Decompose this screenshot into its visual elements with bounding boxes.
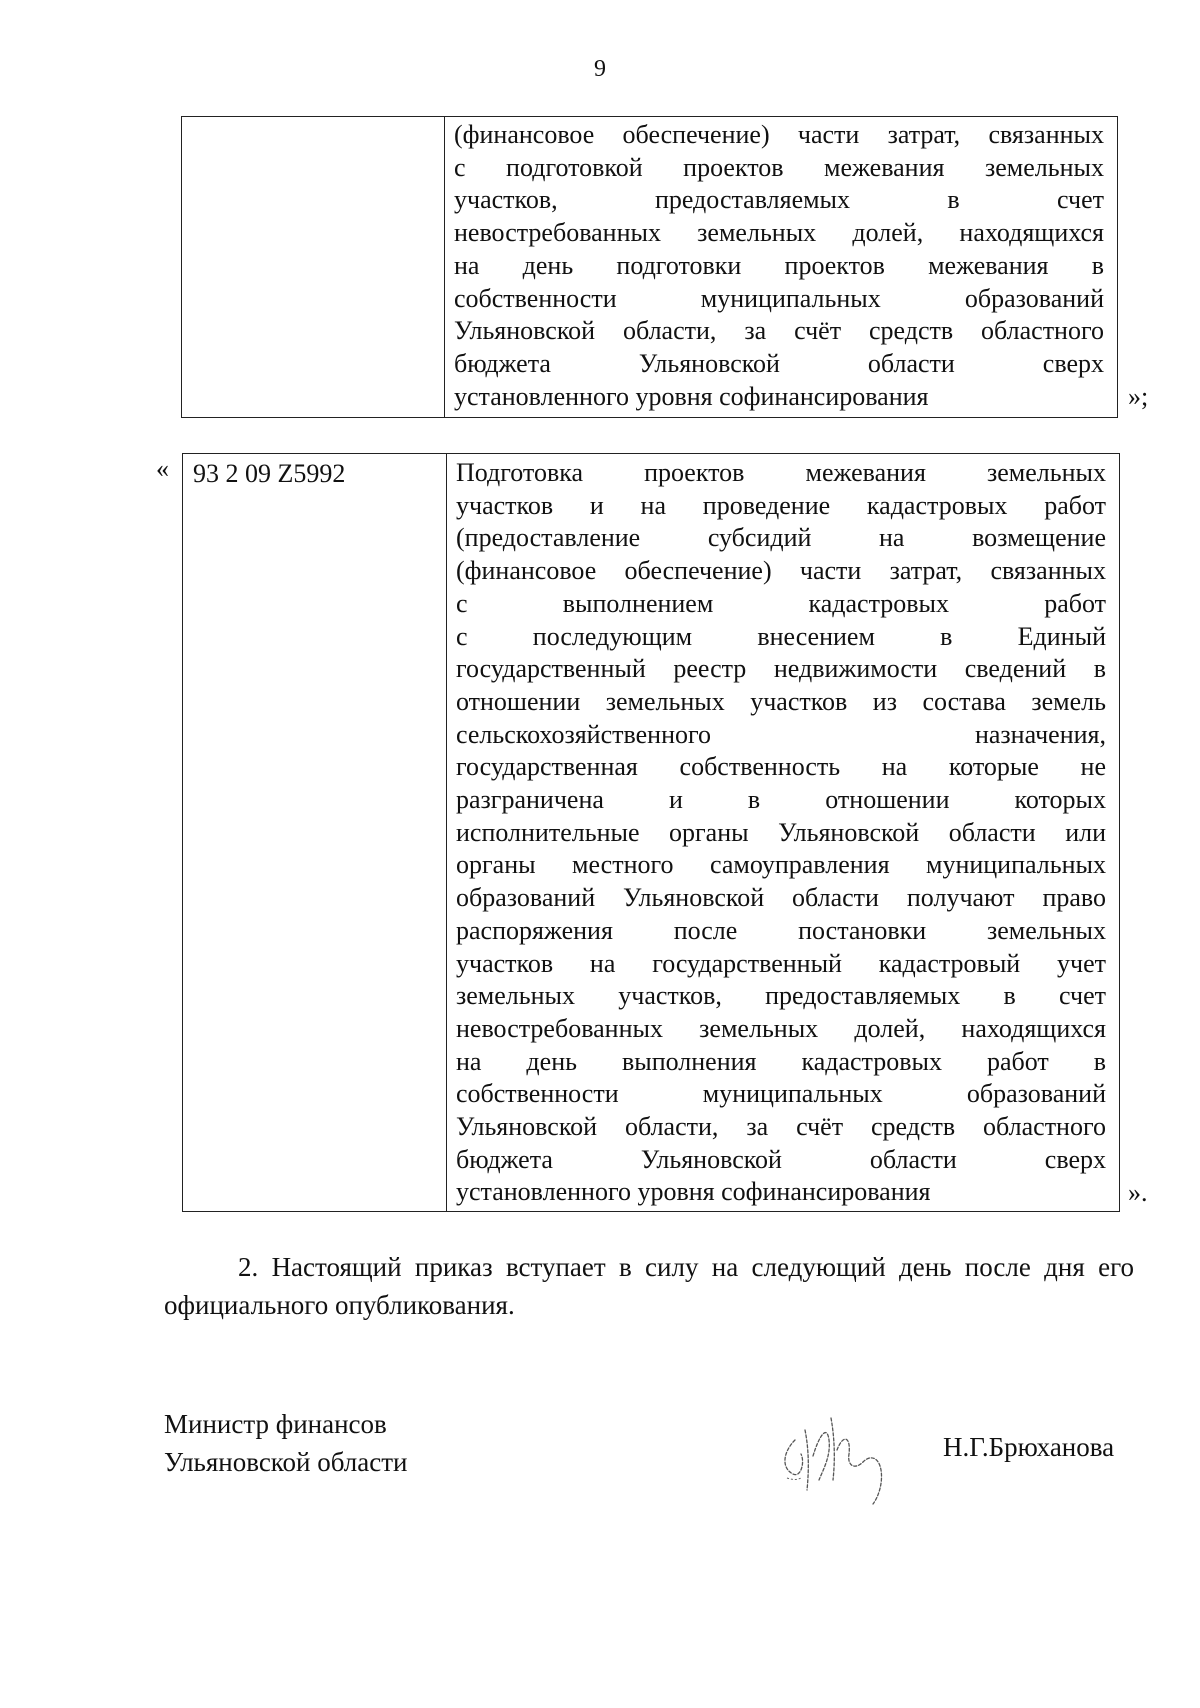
description-line: невостребованных земельных долей, находящихся: [454, 218, 1104, 248]
description-line: отношении земельных участков из состава земель: [456, 686, 1106, 716]
table-description-cell: [445, 117, 1114, 417]
table-code-cell: 93 2 09 Z5992: [183, 454, 447, 1211]
description-line: сельскохозяйственного назначения,: [456, 719, 1106, 749]
table-description-cell: [447, 454, 1116, 1211]
page-number: 9: [594, 56, 606, 82]
effective-date-paragraph: [164, 1248, 1134, 1324]
description-line: государственный реестр недвижимости сведений в: [456, 654, 1106, 684]
description-line: с последующим внесением в Единый: [456, 621, 1106, 651]
description-line: на день выполнения кадастровых работ в: [456, 1046, 1106, 1076]
description-line: (предоставление субсидий на возмещение: [456, 523, 1106, 553]
description-line: на день подготовки проектов межевания в: [454, 250, 1104, 280]
description-line: с выполнением кадастровых работ: [456, 588, 1106, 618]
table-code-cell: [182, 117, 445, 417]
paragraph-line-1: 2. Настоящий приказ вступает в силу на следующий день после дня его: [238, 1252, 1134, 1282]
description-line: органы местного самоуправления муниципальных: [456, 850, 1106, 880]
description-line: участков и на проведение кадастровых работ: [456, 490, 1106, 520]
description-line: исполнительные органы Ульяновской области или: [456, 817, 1106, 847]
description-line: государственная собственность на которые не: [456, 752, 1106, 782]
budget-table-continuation: [181, 116, 1118, 418]
description-line: установленного уровня софинансирования: [456, 1177, 931, 1207]
opening-quote: «: [156, 454, 169, 483]
description-line: распоряжения после постановки земельных: [456, 915, 1106, 945]
budget-table-entry: [182, 453, 1120, 1212]
description-line: установленного уровня софинансирования: [454, 381, 929, 411]
description-line: разграничена и в отношении которых: [456, 785, 1106, 815]
description-line: с подготовкой проектов межевания земельных: [454, 152, 1104, 182]
description-line: Ульяновской области, за счёт средств областного: [454, 316, 1104, 346]
closing-quote-period: ».: [1128, 1178, 1148, 1207]
closing-quote-semicolon: »;: [1128, 382, 1149, 411]
description-line: собственности муниципальных образований: [454, 283, 1104, 313]
description-line: Ульяновской области, за счёт средств областного: [456, 1112, 1106, 1142]
handwritten-signature: [775, 1400, 905, 1510]
position-line-1: Министр финансов: [164, 1409, 387, 1439]
description-line: бюджета Ульяновской области сверх: [456, 1144, 1106, 1174]
description-line: (финансовое обеспечение) части затрат, связанных: [454, 120, 1104, 149]
signatory-name: Н.Г.Брюханова: [943, 1432, 1115, 1462]
paragraph-line-2: официального опубликования.: [164, 1290, 515, 1320]
description-line: собственности муниципальных образований: [456, 1079, 1106, 1109]
description-line: бюджета Ульяновской области сверх: [454, 348, 1104, 378]
description-line: Подготовка проектов межевания земельных: [456, 458, 1106, 487]
position-line-2: Ульяновской области: [164, 1447, 408, 1477]
description-line: участков на государственный кадастровый учет: [456, 948, 1106, 978]
description-line: невостребованных земельных долей, находящихся: [456, 1013, 1106, 1043]
description-line: земельных участков, предоставляемых в счет: [456, 981, 1106, 1011]
description-line: образований Ульяновской области получают право: [456, 883, 1106, 913]
description-line: (финансовое обеспечение) части затрат, связанных: [456, 556, 1106, 586]
signatory-position: [164, 1405, 408, 1481]
description-line: участков, предоставляемых в счет: [454, 185, 1104, 215]
